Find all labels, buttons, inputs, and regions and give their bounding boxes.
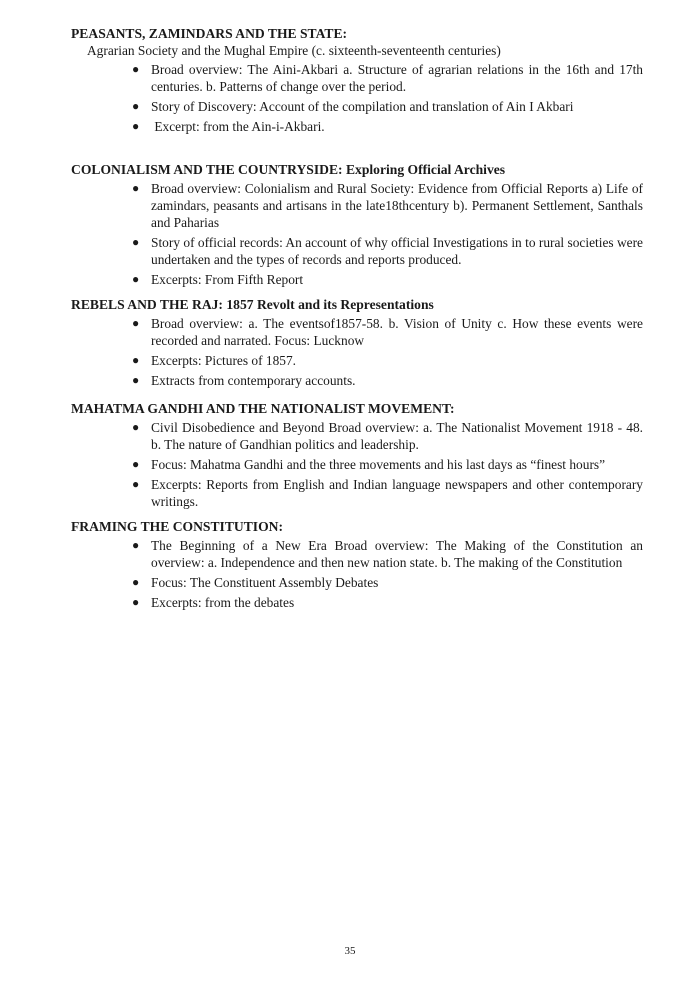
- section-heading: FRAMING THE CONSTITUTION:: [71, 519, 283, 534]
- list-item-text: The Beginning of a New Era Broad overview: The Making of the Constitution an overview: a. Independence and then new nation state. b. The making of the Constitution: [151, 538, 643, 570]
- section-heading: COLONIALISM AND THE COUNTRYSIDE: Exploring Official Archives: [71, 162, 506, 177]
- list-item-text: Story of official records: An account of why official Investigations in to rural societies were undertaken and the types of records and reports produced.: [151, 235, 643, 267]
- list-item: [71, 456, 643, 473]
- list-item: [71, 180, 643, 231]
- bullet-icon: ●: [132, 457, 140, 471]
- list-item: [71, 315, 643, 349]
- list-item-text: Excerpt: from the Ain-i-Akbari.: [151, 119, 325, 134]
- list-item-text: Focus: The Constituent Assembly Debates: [151, 575, 379, 590]
- bullet-icon: ●: [132, 353, 140, 367]
- bullet-list: [71, 537, 643, 611]
- list-item: [71, 537, 643, 571]
- section-subheading: Agrarian Society and the Mughal Empire (c. sixteenth-seventeenth centuries): [87, 43, 501, 58]
- bullet-icon: ●: [132, 99, 140, 113]
- list-item: [71, 98, 643, 115]
- list-item: [71, 476, 643, 510]
- list-item-text: Focus: Mahatma Gandhi and the three movements and his last days as “finest hours”: [151, 457, 606, 472]
- bullet-icon: ●: [132, 575, 140, 589]
- bullet-list: [71, 315, 643, 389]
- bullet-icon: ●: [132, 373, 140, 387]
- list-item-text: Story of Discovery: Account of the compilation and translation of Ain I Akbari: [151, 99, 574, 114]
- bullet-list: [71, 419, 643, 510]
- list-item-text: Excerpts: from the debates: [151, 595, 295, 610]
- bullet-icon: ●: [132, 316, 140, 330]
- section-rebels-raj: [71, 297, 643, 392]
- bullet-icon: ●: [132, 538, 140, 552]
- list-item-text: Excerpts: From Fifth Report: [151, 272, 304, 287]
- list-item-text: Broad overview: a. The eventsof1857-58. b. Vision of Unity c. How these events were recorded and narrated. Focus: Lucknow: [151, 316, 643, 348]
- list-item: [71, 234, 643, 268]
- section-peasants-zamindars: [71, 26, 643, 138]
- bullet-icon: ●: [132, 181, 140, 195]
- list-item-text: Broad overview: The Aini-Akbari a. Structure of agrarian relations in the 16th and 17th centuries. b. Patterns of change over the period.: [151, 62, 643, 94]
- section-colonialism-countryside: [71, 162, 643, 291]
- section-heading: REBELS AND THE RAJ: 1857 Revolt and its Representations: [71, 297, 434, 312]
- list-item: [71, 574, 643, 591]
- page-number: 35: [344, 945, 356, 957]
- section-heading: PEASANTS, ZAMINDARS AND THE STATE:: [71, 26, 348, 41]
- list-item: [71, 372, 643, 389]
- bullet-icon: ●: [132, 235, 140, 249]
- list-item: [71, 594, 643, 611]
- bullet-icon: ●: [132, 595, 140, 609]
- bullet-icon: ●: [132, 62, 140, 76]
- list-item-text: Civil Disobedience and Beyond Broad overview: a. The Nationalist Movement 1918 - 48. b. The nature of Gandhian politics and leadership.: [151, 420, 643, 452]
- list-item-text: Extracts from contemporary accounts.: [151, 373, 356, 388]
- bullet-icon: ●: [132, 119, 140, 133]
- list-item: [71, 271, 643, 288]
- list-item-text: Broad overview: Colonialism and Rural Society: Evidence from Official Reports a) Life of zamindars, peasants and artisans in the late18thcentury b). Permanent Settlement, Santhals and Paharias: [151, 181, 643, 230]
- section-framing-constitution: [71, 519, 643, 614]
- list-item: [71, 61, 643, 95]
- list-item-text: Excerpts: Reports from English and Indian language newspapers and other contemporary writings.: [151, 477, 643, 509]
- bullet-icon: ●: [132, 272, 140, 286]
- section-gandhi-nationalist: [71, 401, 643, 513]
- list-item-text: Excerpts: Pictures of 1857.: [151, 353, 297, 368]
- list-item: [71, 118, 643, 135]
- list-item: [71, 419, 643, 453]
- list-item: [71, 352, 643, 369]
- bullet-list: [71, 61, 643, 135]
- bullet-icon: ●: [132, 477, 140, 491]
- bullet-list: [71, 180, 643, 288]
- section-heading: MAHATMA GANDHI AND THE NATIONALIST MOVEMENT:: [71, 401, 455, 416]
- bullet-icon: ●: [132, 420, 140, 434]
